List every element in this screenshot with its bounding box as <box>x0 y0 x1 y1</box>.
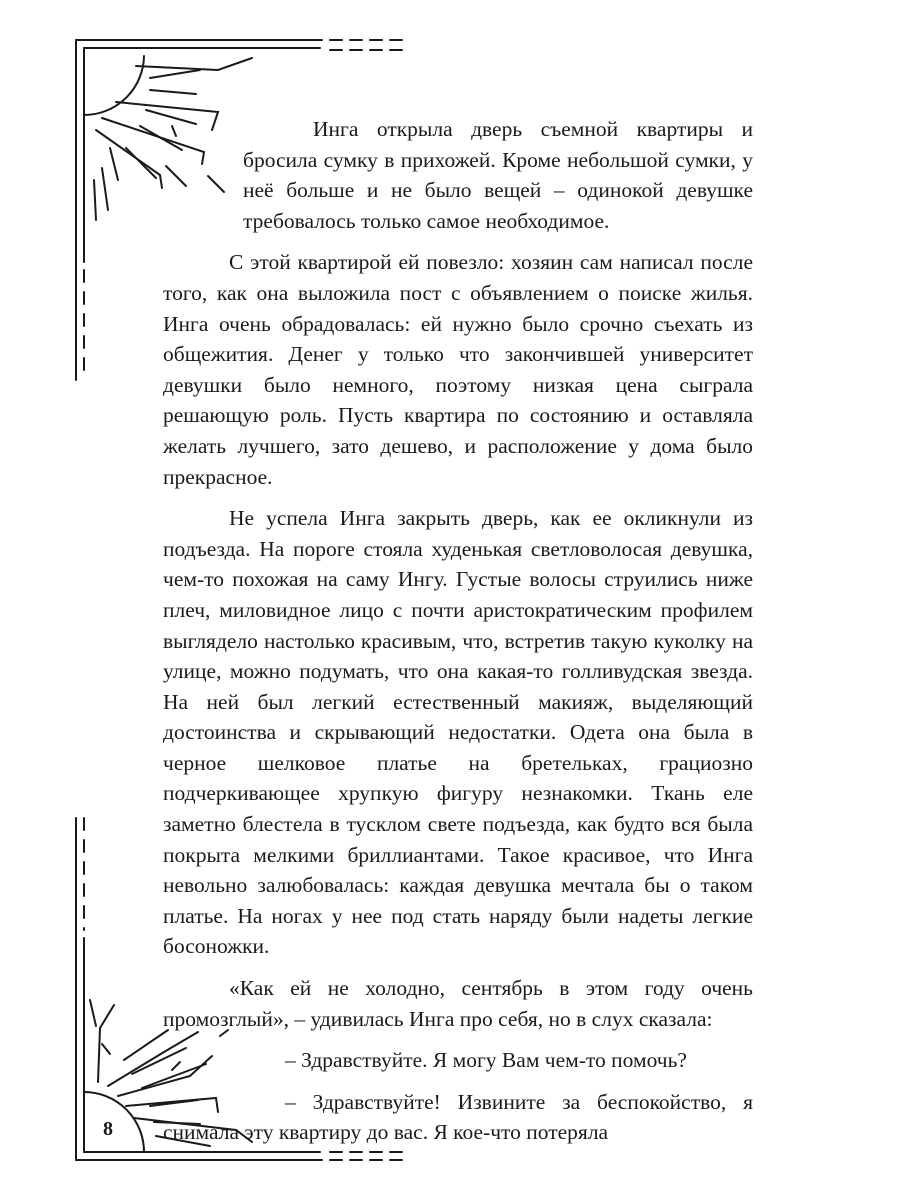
paragraph: Инга открыла дверь съемной квартиры и бросила сумку в прихожей. Кроме небольшой сумки, у неё больше и не было вещей – одинокой девушке требовалось только самое необходимое. <box>243 117 753 233</box>
page-number: 8 <box>103 1118 113 1140</box>
dialog-line: – Здравствуйте. Я могу Вам чем-то помочь? <box>285 1048 687 1073</box>
paragraph: «Как ей не холодно, сентябрь в этом году очень промозглый», – удивилась Инга про себя, но в слух сказала: <box>163 976 753 1031</box>
dialog-line: – Здравствуйте! Извините за беспокойство, я снимала эту квартиру до вас. Я кое-что потеряла <box>163 1089 753 1145</box>
paragraph: Не успела Инга закрыть дверь, как ее окликнули из подъезда. На пороге стояла худенькая светловолосая девушка, чем-то похожая на саму Ингу. Густые волосы струились ниже плеч, миловидное лицо с почти аристократическим профилем выглядело настолько красивым, что, встретив такую куколку на улице, можно подумать, что она какая-то голливудская звезда. На ней был легкий естественный макияж, выделяющий достоинства и скрывающий недостатки. Одета она была в черное шелковое платье на бретельках, грациозно подчеркивающее хрупкую фигуру незнакомки. Ткань еле заметно блестела в тусклом свете подъезда, как будто вся была покрыта мелкими бриллиантами. Такое красивое, что Инга невольно залюбовалась: каждая девушка мечтала бы о таком платье. На ногах у нее под стать наряду были надеты легкие босоножки. <box>163 506 753 959</box>
body-text <box>163 114 753 1159</box>
paragraph: С этой квартирой ей повезло: хозяин сам написал после того, как она выложила пост с объявлением о поиске жилья. Инга очень обрадовалась: ей нужно было срочно съехать из общежития. Денег у только что закончившей университет девушки было немного, поэтому низкая цена сыграла решающую роль. Пусть квартира по состоянию и оставляла желать лучшего, зато дешево, и расположение у дома было прекрасное. <box>163 250 753 489</box>
